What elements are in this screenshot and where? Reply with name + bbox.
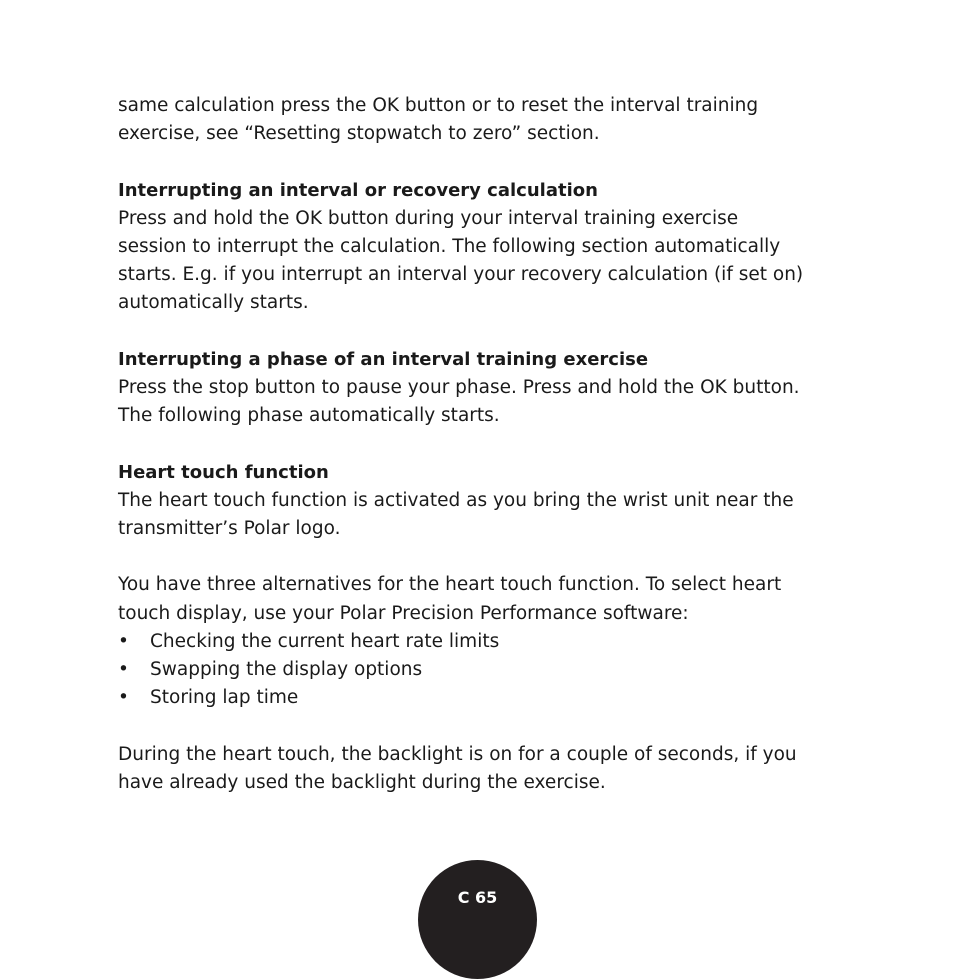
section-heading-interrupt-calculation: Interrupting an interval or recovery calculation — [118, 179, 598, 201]
section-heading-interrupt-phase: Interrupting a phase of an interval training exercise — [118, 348, 649, 370]
spacer — [118, 318, 848, 346]
list-item — [118, 656, 848, 684]
intro-line-1: same calculation press the OK button or to reset the interval training — [118, 95, 759, 116]
list-item — [118, 628, 848, 656]
bullet-icon: • — [118, 659, 129, 680]
section-heading-heart-touch: Heart touch function — [118, 461, 329, 483]
spacer — [118, 712, 848, 740]
page-number: C 65 — [457, 888, 498, 907]
alternatives-line-2: touch display, use your Polar Precision Performance software: — [118, 602, 689, 624]
spacer — [118, 543, 848, 571]
section1-line-3: starts. E.g. if you interrupt an interval your recovery calculation (if set on) — [118, 264, 804, 286]
list-item-text: Checking the current heart rate limits — [150, 630, 500, 652]
bullet-icon: • — [118, 630, 129, 652]
page-content — [118, 92, 848, 797]
spacer — [118, 430, 848, 458]
intro-line-2: exercise, see “Resetting stopwatch to zero” section. — [118, 123, 600, 145]
list-item-text: Storing lap time — [150, 687, 299, 709]
backlight-line-1: During the heart touch, the backlight is on for a couple of seconds, if you — [118, 743, 797, 765]
list-item-text: Swapping the display options — [150, 659, 423, 680]
section1-line-2: session to interrupt the calculation. The following section automatically — [118, 236, 781, 257]
section1-line-1: Press and hold the OK button during your interval training exercise — [118, 207, 739, 229]
spacer — [118, 148, 848, 176]
section2-line-2: The following phase automatically starts. — [118, 405, 500, 427]
section3-line-1: The heart touch function is activated as you bring the wrist unit near the — [118, 489, 794, 511]
list-item — [118, 684, 848, 712]
section2-line-1: Press the stop button to pause your phase. Press and hold the OK button. — [118, 377, 800, 398]
backlight-line-2: have already used the backlight during the exercise. — [118, 771, 606, 793]
page-number-tab — [418, 860, 537, 979]
section1-line-4: automatically starts. — [118, 292, 309, 314]
bullet-icon: • — [118, 687, 129, 709]
alternatives-line-1: You have three alternatives for the heart touch function. To select heart — [118, 574, 782, 596]
section3-line-2: transmitter’s Polar logo. — [118, 518, 341, 539]
